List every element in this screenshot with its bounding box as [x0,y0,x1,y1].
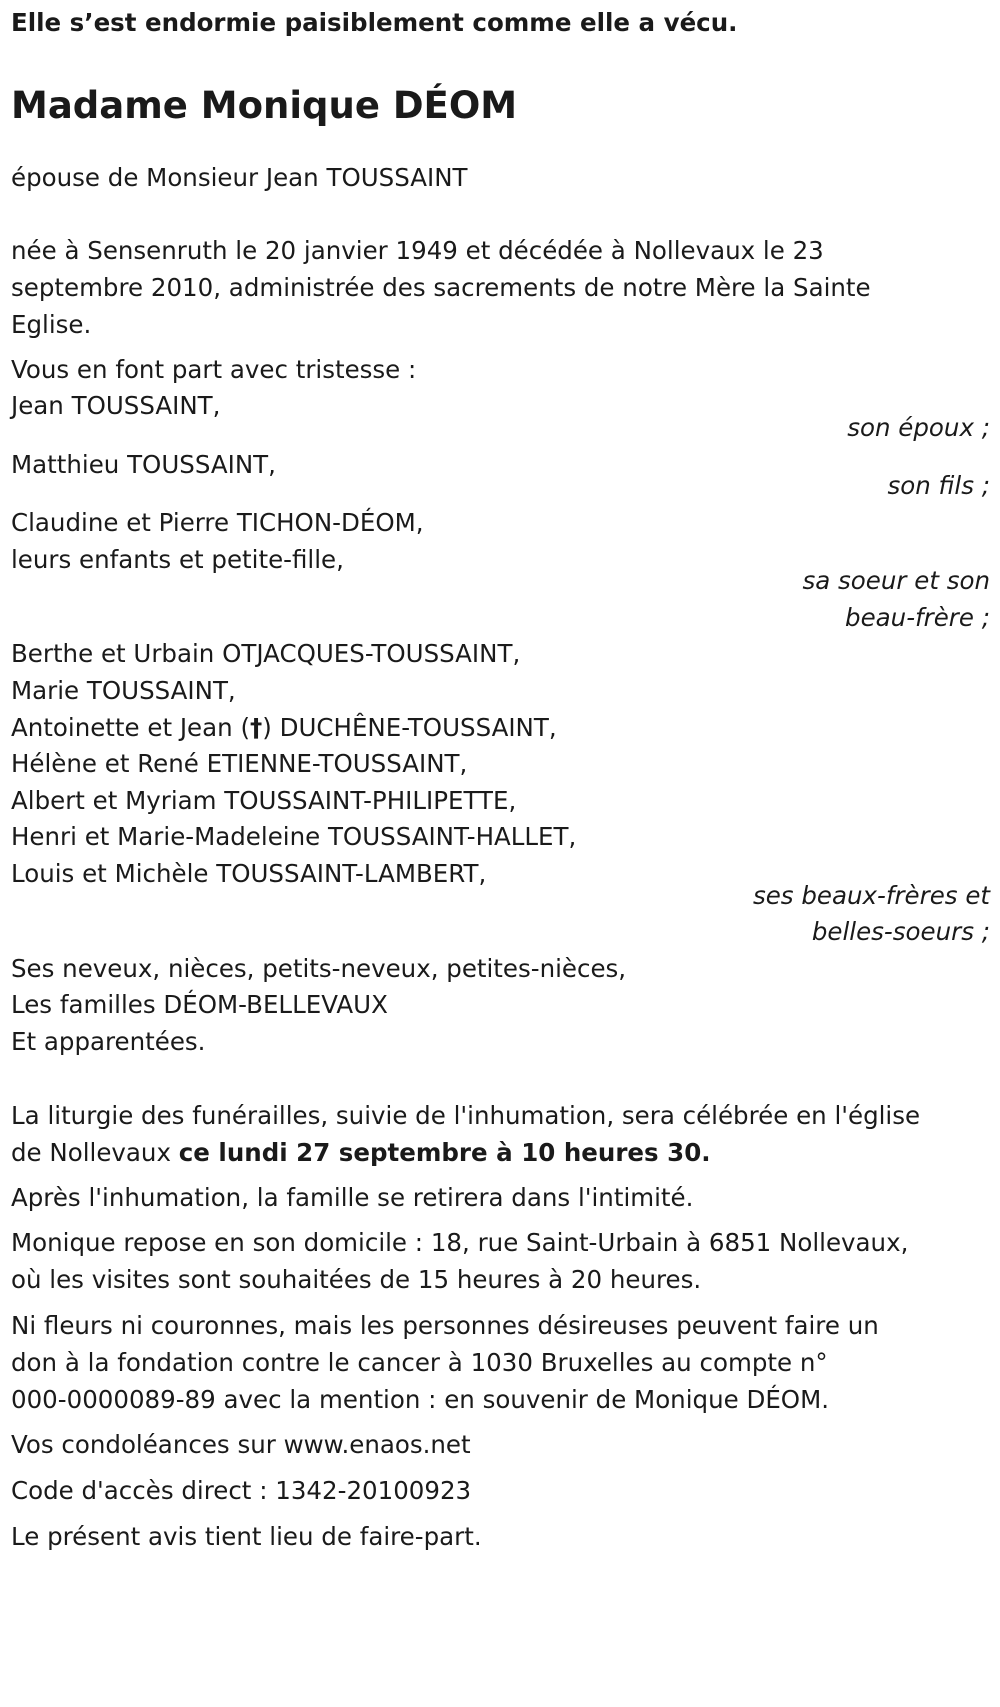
birth-line-3: Eglise. [11,310,92,339]
inlaw-7: Louis et Michèle TOUSSAINT-LAMBERT, [11,859,487,888]
flowers-line-1: Ni fleurs ni couronnes, mais les personnes désireuses peuvent faire un [11,1311,879,1340]
access-code-line: Code d'accès direct : 1342-20100923 [11,1476,472,1505]
inlaws-relation-2: belles-soeurs ; [811,917,990,946]
flowers-line-3: 000-0000089-89 avec la mention : en souvenir de Monique DÉOM. [11,1385,830,1414]
after-burial: Après l'inhumation, la famille se retirera dans l'intimité. [11,1183,694,1212]
cross-icon: † [250,713,263,742]
inlaw-3 [11,708,557,748]
inlaw-1: Berthe et Urbain OTJACQUES-TOUSSAINT, [11,639,521,668]
deceased-name: Madame Monique DÉOM [11,84,518,127]
son-name: Matthieu TOUSSAINT, [11,450,276,479]
funeral-line-1: La liturgie des funérailles, suivie de l'inhumation, sera célébrée en l'église [11,1101,921,1130]
repose-line-1: Monique repose en son domicile : 18, rue Saint-Urbain à 6851 Nollevaux, [11,1228,909,1257]
birth-line-1: née à Sensenruth le 20 janvier 1949 et décédée à Nollevaux le 23 [11,236,824,265]
inlaw-3-pre: Antoinette et Jean ( [11,713,251,742]
sister-relation-2: beau-frère ; [845,603,990,632]
inlaw-2: Marie TOUSSAINT, [11,676,236,705]
son-relation: son fils ; [887,471,990,500]
birth-line-2: septembre 2010, administrée des sacrements de notre Mère la Sainte [11,273,871,302]
sister-children: leurs enfants et petite-fille, [11,545,344,574]
sister-relation-1: sa soeur et son [802,566,990,595]
notice-line: Le présent avis tient lieu de faire-part. [11,1522,482,1551]
inlaw-5: Albert et Myriam TOUSSAINT-PHILIPETTE, [11,786,517,815]
epitaph-quote: Elle s’est endormie paisiblement comme elle a vécu. [11,8,738,37]
sister-name: Claudine et Pierre TICHON-DÉOM, [11,508,424,537]
flowers-line-2: don à la fondation contre le cancer à 1030 Bruxelles au compte n° [11,1348,828,1377]
inlaw-6: Henri et Marie-Madeleine TOUSSAINT-HALLET, [11,822,577,851]
others-2: Les familles DÉOM-BELLEVAUX [11,990,388,1019]
inlaw-3-post: ) DUCHÊNE-TOUSSAINT, [262,713,557,742]
announce-line: Vous en font part avec tristesse : [11,355,417,384]
others-1: Ses neveux, nièces, petits-neveux, petites-nièces, [11,954,627,983]
others-3: Et apparentées. [11,1027,206,1056]
inlaws-relation-1: ses beaux-frères et [752,881,990,910]
funeral-datetime: ce lundi 27 septembre à 10 heures 30. [178,1138,711,1167]
inlaw-4: Hélène et René ETIENNE-TOUSSAINT, [11,749,468,778]
funeral-line-2 [11,1133,711,1173]
husband-relation: son époux ; [847,413,990,442]
spouse-line: épouse de Monsieur Jean TOUSSAINT [11,163,468,192]
condolences-line: Vos condoléances sur www.enaos.net [11,1430,471,1459]
funeral-line-2-pre: de Nollevaux [11,1138,179,1167]
husband-name: Jean TOUSSAINT, [11,391,221,420]
repose-line-2: où les visites sont souhaitées de 15 heures à 20 heures. [11,1265,702,1294]
